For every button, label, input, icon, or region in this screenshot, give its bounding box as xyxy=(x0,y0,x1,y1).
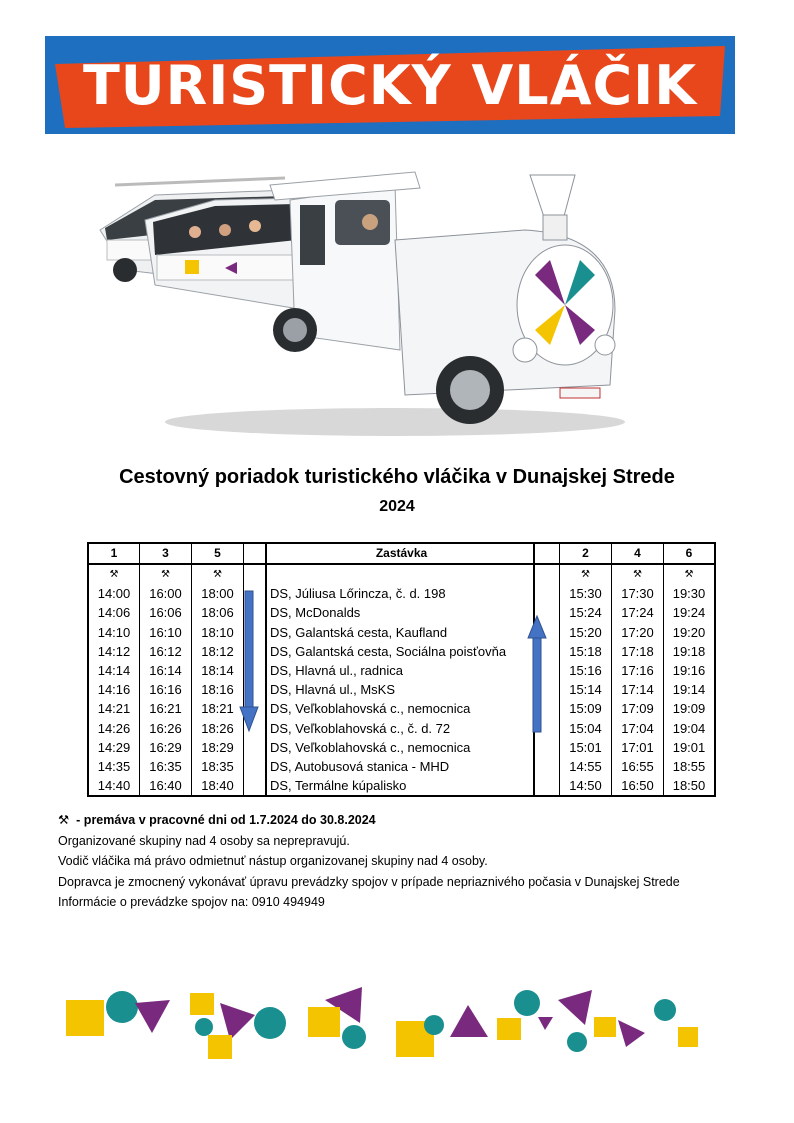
hammer-icon: ⚒ xyxy=(192,564,244,584)
departure-time: 19:01 xyxy=(664,738,716,757)
timetable-year: 2024 xyxy=(379,498,415,515)
departure-time: 15:09 xyxy=(560,699,612,718)
notes xyxy=(58,810,680,913)
stop-name: DS, Veľkoblahovská c., nemocnica xyxy=(270,739,471,755)
table-row xyxy=(88,661,715,680)
departure-time: 14:26 xyxy=(88,719,140,738)
hammer-icon: ⚒ xyxy=(58,813,70,827)
departure-time: 17:14 xyxy=(612,680,664,699)
up-arrow-icon xyxy=(527,614,547,736)
departure-time: 16:10 xyxy=(140,623,192,642)
departure-time: 19:24 xyxy=(664,603,716,622)
table-row xyxy=(88,623,715,642)
departure-time: 19:14 xyxy=(664,680,716,699)
timetable-header-row xyxy=(88,543,715,564)
departure-time: 16:55 xyxy=(612,757,664,776)
table-row xyxy=(88,603,715,622)
departure-time: 18:50 xyxy=(664,776,716,796)
departure-time: 18:12 xyxy=(192,642,244,661)
title-banner xyxy=(45,36,735,134)
notes-line: Dopravca je zmocnený vykonávať úpravu prevádzky spojov v prípade nepriaznivého počasia v Dunajskej Strede xyxy=(58,874,680,889)
stop-name: DS, Hlavná ul., MsKS xyxy=(270,682,395,698)
timetable-title: Cestovný poriadok turistického vláčika v Dunajskej Strede xyxy=(119,466,675,488)
departure-time: 14:10 xyxy=(88,623,140,642)
departure-time: 16:06 xyxy=(140,603,192,622)
departure-time: 17:30 xyxy=(612,584,664,603)
col-header-4: 4 xyxy=(612,543,664,564)
departure-time: 19:18 xyxy=(664,642,716,661)
departure-time: 18:26 xyxy=(192,719,244,738)
departure-time: 15:16 xyxy=(560,661,612,680)
departure-time: 17:04 xyxy=(612,719,664,738)
down-arrow-icon xyxy=(239,589,259,735)
departure-time: 19:04 xyxy=(664,719,716,738)
departure-time: 17:01 xyxy=(612,738,664,757)
train-image xyxy=(95,160,635,445)
departure-time: 14:29 xyxy=(88,738,140,757)
hammer-icon: ⚒ xyxy=(664,564,716,584)
col-header-5: 5 xyxy=(192,543,244,564)
col-header-3: 3 xyxy=(140,543,192,564)
departure-time: 16:35 xyxy=(140,757,192,776)
departure-time: 14:14 xyxy=(88,661,140,680)
departure-time: 19:09 xyxy=(664,699,716,718)
table-row xyxy=(88,699,715,718)
departure-time: 16:16 xyxy=(140,680,192,699)
departure-time: 17:16 xyxy=(612,661,664,680)
departure-time: 16:50 xyxy=(612,776,664,796)
timetable xyxy=(87,542,716,797)
departure-time: 18:21 xyxy=(192,699,244,718)
departure-time: 15:30 xyxy=(560,584,612,603)
decorative-shapes xyxy=(60,985,710,1065)
departure-time: 16:26 xyxy=(140,719,192,738)
table-row xyxy=(88,776,715,796)
departure-time: 18:55 xyxy=(664,757,716,776)
col-header-1: 1 xyxy=(88,543,140,564)
departure-time: 18:40 xyxy=(192,776,244,796)
departure-time: 14:55 xyxy=(560,757,612,776)
departure-time: 18:35 xyxy=(192,757,244,776)
departure-time: 17:18 xyxy=(612,642,664,661)
departure-time: 14:16 xyxy=(88,680,140,699)
stop-name: DS, Galantská cesta, Kaufland xyxy=(270,624,448,640)
departure-time: 14:50 xyxy=(560,776,612,796)
departure-time: 17:24 xyxy=(612,603,664,622)
departure-time: 14:00 xyxy=(88,584,140,603)
departure-time: 14:35 xyxy=(88,757,140,776)
departure-time: 15:04 xyxy=(560,719,612,738)
stop-name: DS, Autobusová stanica - MHD xyxy=(270,758,450,774)
stop-name: DS, Veľkoblahovská c., č. d. 72 xyxy=(270,720,451,736)
table-row xyxy=(88,584,715,603)
notes-line: Informácie o prevádzke spojov na: 0910 494949 xyxy=(58,895,325,909)
notes-line: Vodič vláčika má právo odmietnuť nástup organizovanej skupiny nad 4 osoby. xyxy=(58,854,488,868)
departure-time: 16:40 xyxy=(140,776,192,796)
table-row xyxy=(88,680,715,699)
stop-name: DS, Júliusa Lőrincza, č. d. 198 xyxy=(270,586,446,602)
table-row xyxy=(88,719,715,738)
departure-time: 18:29 xyxy=(192,738,244,757)
hammer-icon: ⚒ xyxy=(612,564,664,584)
table-row xyxy=(88,738,715,757)
stop-name: DS, Hlavná ul., radnica xyxy=(270,663,403,679)
departure-time: 15:18 xyxy=(560,642,612,661)
hammer-icon: ⚒ xyxy=(88,564,140,584)
departure-time: 15:01 xyxy=(560,738,612,757)
col-header-6: 6 xyxy=(664,543,716,564)
departure-time: 17:09 xyxy=(612,699,664,718)
departure-time: 15:14 xyxy=(560,680,612,699)
table-row xyxy=(88,642,715,661)
departure-time: 14:40 xyxy=(88,776,140,796)
stop-name: DS, Veľkoblahovská c., nemocnica xyxy=(270,701,471,717)
departure-time: 18:10 xyxy=(192,623,244,642)
stop-name: DS, McDonalds xyxy=(270,605,361,621)
departure-time: 19:16 xyxy=(664,661,716,680)
departure-time: 14:06 xyxy=(88,603,140,622)
departure-time: 16:29 xyxy=(140,738,192,757)
departure-time: 18:00 xyxy=(192,584,244,603)
departure-time: 14:21 xyxy=(88,699,140,718)
departure-time: 17:20 xyxy=(612,623,664,642)
departure-time: 18:16 xyxy=(192,680,244,699)
hammer-icon: ⚒ xyxy=(560,564,612,584)
symbol-row xyxy=(88,564,715,584)
departure-time: 18:06 xyxy=(192,603,244,622)
stop-name: DS, Termálne kúpalisko xyxy=(266,776,534,796)
departure-time: 16:12 xyxy=(140,642,192,661)
notes-line: Organizované skupiny nad 4 osoby sa neprepravujú. xyxy=(58,833,350,848)
hammer-icon: ⚒ xyxy=(140,564,192,584)
stop-name: DS, Galantská cesta, Sociálna poisťovňa xyxy=(270,643,507,659)
notes-service-days: - premáva v pracovné dni od 1.7.2024 do 30.8.2024 xyxy=(76,813,376,827)
departure-time: 15:20 xyxy=(560,623,612,642)
col-header-2: 2 xyxy=(560,543,612,564)
departure-time: 16:21 xyxy=(140,699,192,718)
table-row xyxy=(88,757,715,776)
departure-time: 16:14 xyxy=(140,661,192,680)
departure-time: 19:30 xyxy=(664,584,716,603)
banner-title: TURISTICKÝ VLÁČIK xyxy=(82,54,698,117)
departure-time: 19:20 xyxy=(664,623,716,642)
departure-time: 16:00 xyxy=(140,584,192,603)
departure-time: 14:12 xyxy=(88,642,140,661)
departure-time: 18:14 xyxy=(192,661,244,680)
col-header-stop: Zastávka xyxy=(266,543,534,564)
departure-time: 15:24 xyxy=(560,603,612,622)
